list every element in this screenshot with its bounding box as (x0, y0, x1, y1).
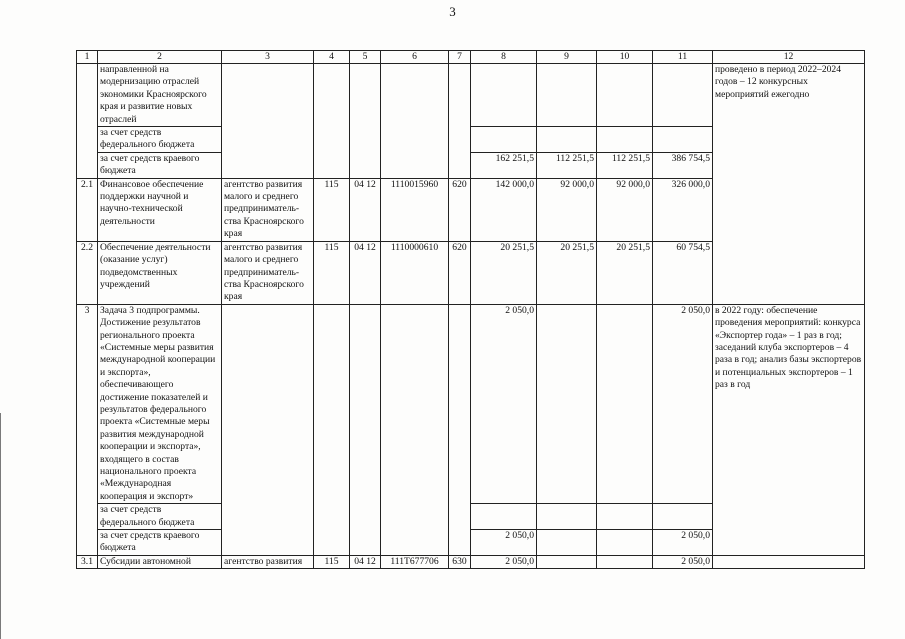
header-cell: 11 (653, 51, 713, 64)
agency: агентство развития малого и среднего предприниматель-ства Красноярского края (222, 178, 314, 241)
header-cell: 6 (381, 51, 449, 64)
grbs-code: 115 (314, 178, 350, 241)
item-name: направленной на модернизацию отраслей экономики Красноярского края и развитие новых отраслей (98, 64, 222, 127)
item-name: Финансовое обеспечение поддержки научной и научно-технической деятельности (98, 178, 222, 241)
budget-table (76, 50, 865, 569)
amount-2022: 162 251,5 (471, 152, 537, 178)
agency: агентство развития (222, 555, 314, 568)
amount-2022: 20 251,5 (471, 241, 537, 304)
rzpr-code: 04 12 (350, 241, 381, 304)
amount-2022: 142 000,0 (471, 178, 537, 241)
grbs-code: 115 (314, 241, 350, 304)
amount-2022: 2 050,0 (471, 530, 537, 556)
header-cell: 2 (98, 51, 222, 64)
table-row (77, 304, 865, 504)
amount-total: 326 000,0 (653, 178, 713, 241)
header-cell: 4 (314, 51, 350, 64)
csr-code: 111Т677706 (381, 555, 449, 568)
amount-total: 2 050,0 (653, 304, 713, 504)
header-cell: 3 (222, 51, 314, 64)
amount-2024: 20 251,5 (597, 241, 653, 304)
funding-source: за счет средств краевого бюджета (98, 530, 222, 556)
header-cell: 9 (537, 51, 597, 64)
item-name: Обеспечение деятельности (оказание услуг) подведомственных учреждений (98, 241, 222, 304)
amount-2024: 112 251,5 (597, 152, 653, 178)
amount-2023: 92 000,0 (537, 178, 597, 241)
amount-2024: 92 000,0 (597, 178, 653, 241)
amount-2022: 2 050,0 (471, 555, 537, 568)
vr-code: 620 (449, 178, 471, 241)
header-cell: 12 (713, 51, 865, 64)
row-number: 3 (77, 304, 98, 555)
funding-source: за счет средств краевого бюджета (98, 152, 222, 178)
page-number: 3 (449, 4, 456, 19)
table-row (77, 555, 865, 568)
amount-2023: 20 251,5 (537, 241, 597, 304)
csr-code: 1110015960 (381, 178, 449, 241)
vr-code: 620 (449, 241, 471, 304)
rzpr-code: 04 12 (350, 178, 381, 241)
result-note: проведено в период 2022–2024 годов – 12 конкурсных мероприятий ежегодно (713, 64, 865, 305)
amount-total: 2 050,0 (653, 530, 713, 556)
header-cell: 1 (77, 51, 98, 64)
amount-total: 60 754,5 (653, 241, 713, 304)
item-name: Субсидии автономной (98, 555, 222, 568)
header-cell: 7 (449, 51, 471, 64)
scan-edge-line (0, 413, 1, 639)
amount-total: 386 754,5 (653, 152, 713, 178)
amount-2023: 112 251,5 (537, 152, 597, 178)
result-note: в 2022 году: обеспечение проведения мероприятий: конкурса «Экспортер года» – 1 раз в год; заседаний клуба экспортеров – 4 раза в год; анализ базы экспортеров и потенциальных экспортеров – 1 раз в год (713, 304, 865, 555)
row-number: 3.1 (77, 555, 98, 568)
header-cell: 5 (350, 51, 381, 64)
amount-2022: 2 050,0 (471, 304, 537, 504)
row-number: 2.2 (77, 241, 98, 304)
header-cell: 10 (597, 51, 653, 64)
vr-code: 630 (449, 555, 471, 568)
amount-total: 2 050,0 (653, 555, 713, 568)
table-row (77, 64, 865, 127)
item-name: Задача 3 подпрограммы. Достижение результатов регионального проекта «Системные меры развития международной кооперации и экспорта», обеспечивающего достижение показателей и результатов федерального проекта «Системные меры развития международной кооперации и экспорта», входящего в состав национального проекта «Международная кооперация и экспорт» (98, 304, 222, 504)
header-row (77, 51, 865, 64)
header-cell: 8 (471, 51, 537, 64)
row-number: 2.1 (77, 178, 98, 241)
rzpr-code: 04 12 (350, 555, 381, 568)
funding-source: за счет средств федерального бюджета (98, 127, 222, 153)
grbs-code: 115 (314, 555, 350, 568)
funding-source: за счет средств федерального бюджета (98, 504, 222, 530)
agency: агентство развития малого и среднего предприниматель-ства Красноярского края (222, 241, 314, 304)
csr-code: 1110000610 (381, 241, 449, 304)
